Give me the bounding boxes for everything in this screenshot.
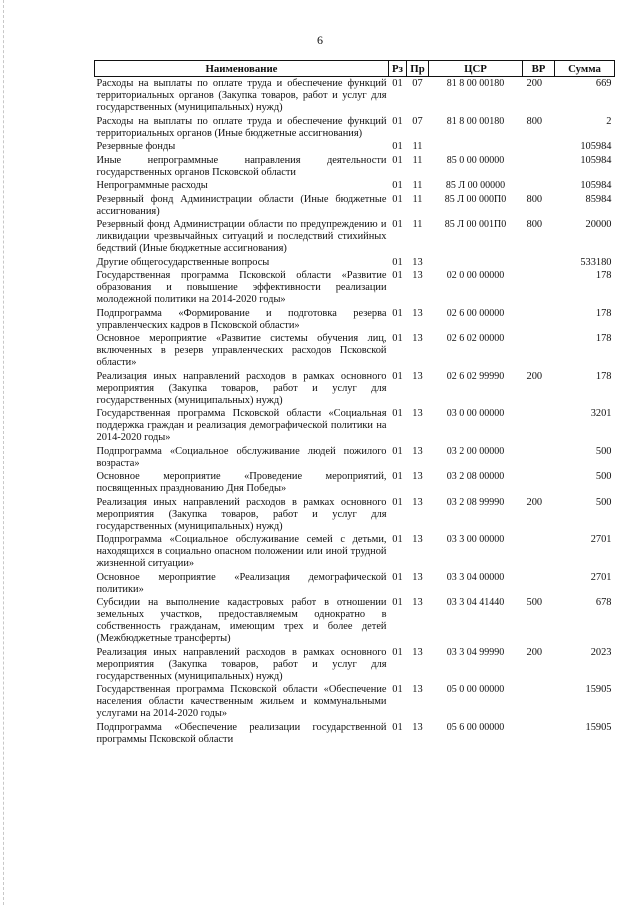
row-pr-cell: 13 <box>412 496 423 508</box>
header-rz: Рз <box>389 61 407 77</box>
table-row <box>95 647 615 685</box>
row-name-cell: Иные непрограммные направления деятельности государственных органов Псковской области <box>96 154 387 178</box>
row-vr-cell: 200 <box>526 370 543 382</box>
row-sum-cell: 105984 <box>580 141 612 152</box>
table-row <box>95 371 615 409</box>
row-csr-cell: 03 2 00 00000 <box>446 445 505 457</box>
row-pr-cell: 13 <box>412 571 423 583</box>
table-row <box>95 408 615 446</box>
row-rz-cell: 01 <box>392 471 403 482</box>
row-sum-cell: 2023 <box>590 646 612 658</box>
row-csr-cell: 03 2 08 99990 <box>446 496 505 508</box>
row-sum-cell: 533180 <box>580 256 612 268</box>
row-rz-cell: 01 <box>392 571 403 583</box>
row-rz-cell: 01 <box>392 333 403 344</box>
row-name-cell: Государственная программа Псковской области «Обеспечение населения области качественным жильем и коммунальными услугами на 2014-2020 годы» <box>96 684 387 719</box>
row-rz-cell: 01 <box>392 597 403 608</box>
row-csr-cell: 81 8 00 00180 <box>446 78 505 89</box>
table-row <box>95 471 615 497</box>
row-vr-cell: 200 <box>526 496 543 508</box>
row-pr-cell: 13 <box>412 597 423 608</box>
table-body <box>95 77 615 748</box>
table-row <box>95 257 615 271</box>
row-pr-cell: 13 <box>412 445 423 457</box>
table-row <box>95 572 615 598</box>
table-row <box>95 77 615 116</box>
row-csr-cell: 05 0 00 00000 <box>446 684 505 695</box>
row-pr-cell: 13 <box>412 471 423 482</box>
row-name-cell: Государственная программа Псковской области «Развитие образования и повышение эффективности реализации молодежной политики на 2014-2020 годы» <box>96 270 387 305</box>
row-vr-cell: 200 <box>526 78 543 89</box>
row-name-cell: Резервные фонды <box>96 141 176 152</box>
row-vr-cell: 800 <box>526 115 543 127</box>
budget-table <box>94 60 615 747</box>
row-vr-cell <box>523 408 555 446</box>
row-sum-cell: 500 <box>595 496 612 508</box>
table-row <box>95 141 615 155</box>
header-name: Наименование <box>95 61 389 77</box>
row-name-cell: Реализация иных направлений расходов в рамках основного мероприятия (Закупка товаров, работ и услуг для государственных (муниципальных) нужд) <box>96 646 387 682</box>
row-vr-cell <box>523 155 555 181</box>
row-pr-cell: 13 <box>412 646 423 658</box>
row-csr-cell: 02 6 02 00000 <box>446 333 505 344</box>
row-vr-cell <box>523 257 555 271</box>
row-name-cell: Резервный фонд Администрации области по предупреждению и ликвидации чрезвычайных ситуаций и последствий стихийных бедствий (Иные бюджетные ассигнования) <box>96 219 387 254</box>
row-sum-cell: 178 <box>595 370 612 382</box>
row-pr-cell: 13 <box>412 370 423 382</box>
row-pr-cell: 13 <box>412 256 423 268</box>
table-row <box>95 534 615 572</box>
row-pr-cell: 11 <box>412 219 423 230</box>
row-csr-cell: 81 8 00 00180 <box>446 115 505 127</box>
header-vr: ВР <box>523 61 555 77</box>
row-rz-cell: 01 <box>392 534 403 545</box>
row-pr-cell: 13 <box>412 534 423 545</box>
row-rz-cell: 01 <box>392 408 403 419</box>
row-csr-cell: 02 0 00 00000 <box>446 270 505 281</box>
row-sum-cell: 500 <box>595 445 612 457</box>
row-pr-cell: 13 <box>412 408 423 419</box>
row-rz-cell: 01 <box>392 115 403 127</box>
row-vr-cell <box>523 684 555 722</box>
row-name-cell: Подпрограмма «Обеспечение реализации государственной программы Псковской области <box>96 721 387 745</box>
row-vr-cell <box>523 722 555 748</box>
row-rz-cell: 01 <box>392 270 403 281</box>
row-csr-cell: 02 6 02 99990 <box>446 370 505 382</box>
header-pr: Пр <box>407 61 429 77</box>
row-rz-cell: 01 <box>392 646 403 658</box>
row-pr-cell: 13 <box>412 270 423 281</box>
row-sum-cell: 3201 <box>590 408 612 419</box>
row-vr-cell <box>523 180 555 194</box>
row-pr-cell: 07 <box>412 78 423 89</box>
table-row <box>95 180 615 194</box>
row-csr-cell: 85 0 00 00000 <box>446 154 505 166</box>
page-number: 6 <box>317 33 323 47</box>
row-name-cell: Реализация иных направлений расходов в рамках основного мероприятия (Закупка товаров, работ и услуг для государственных (муниципальных) нужд) <box>96 370 387 406</box>
row-name-cell: Подпрограмма «Социальное обслуживание людей пожилого возраста» <box>96 445 387 469</box>
row-rz-cell: 01 <box>392 193 403 205</box>
row-rz-cell: 01 <box>392 496 403 508</box>
row-vr-cell: 800 <box>526 193 543 205</box>
table-row <box>95 722 615 748</box>
row-rz-cell: 01 <box>392 154 403 166</box>
table-header-row <box>95 61 615 77</box>
row-csr-cell: 03 3 04 00000 <box>446 571 505 583</box>
row-vr-cell: 800 <box>526 219 543 230</box>
row-name-cell: Подпрограмма «Социальное обслуживание семей с детьми, находящихся в социально опасном положении или иной трудной жизненной ситуации» <box>96 534 387 569</box>
row-sum-cell: 2701 <box>590 534 612 545</box>
row-name-cell: Реализация иных направлений расходов в рамках основного мероприятия (Закупка товаров, работ и услуг для государственных (муниципальных) нужд) <box>96 496 387 532</box>
row-csr-cell: 03 2 08 00000 <box>446 471 505 482</box>
table-row <box>95 597 615 647</box>
row-rz-cell: 01 <box>392 256 403 268</box>
row-pr-cell: 07 <box>412 115 423 127</box>
table-row <box>95 116 615 142</box>
row-sum-cell: 15905 <box>585 684 612 695</box>
row-sum-cell: 178 <box>595 333 612 344</box>
row-rz-cell: 01 <box>392 219 403 230</box>
table-row <box>95 497 615 535</box>
row-vr-cell <box>523 308 555 334</box>
table-row <box>95 270 615 308</box>
header-sum: Сумма <box>555 61 615 77</box>
row-pr-cell: 13 <box>412 721 423 733</box>
row-csr-cell <box>429 257 523 271</box>
row-pr-cell: 11 <box>412 180 423 191</box>
row-csr-cell: 03 0 00 00000 <box>446 408 505 419</box>
row-csr-cell: 05 6 00 00000 <box>446 721 505 733</box>
row-vr-cell <box>523 534 555 572</box>
row-csr-cell: 85 Л 00 00000 <box>445 180 506 191</box>
row-name-cell: Основное мероприятие «Развитие системы обучения лиц, включенных в резерв управленческих расходов Псковской области» <box>96 333 387 368</box>
row-vr-cell: 500 <box>526 597 543 608</box>
row-vr-cell <box>523 333 555 371</box>
row-sum-cell: 669 <box>595 78 612 89</box>
row-sum-cell: 178 <box>595 270 612 281</box>
row-vr-cell <box>523 471 555 497</box>
row-pr-cell: 13 <box>412 333 423 344</box>
row-rz-cell: 01 <box>392 684 403 695</box>
row-name-cell: Государственная программа Псковской области «Социальная поддержка граждан и реализация демографической политики на 2014-2020 годы» <box>96 408 387 443</box>
row-pr-cell: 11 <box>412 154 423 166</box>
row-csr-cell: 03 3 04 99990 <box>446 646 505 658</box>
row-sum-cell: 178 <box>595 307 612 319</box>
row-pr-cell: 11 <box>412 193 423 205</box>
row-pr-cell: 13 <box>412 307 423 319</box>
row-sum-cell: 85984 <box>585 193 612 205</box>
row-sum-cell: 2701 <box>590 571 612 583</box>
row-vr-cell: 200 <box>526 646 543 658</box>
row-name-cell: Другие общегосударственные вопросы <box>96 256 270 268</box>
table-row <box>95 194 615 220</box>
row-sum-cell: 105984 <box>580 154 612 166</box>
row-vr-cell <box>523 141 555 155</box>
row-name-cell: Непрограммные расходы <box>96 180 208 191</box>
table-row <box>95 684 615 722</box>
row-vr-cell <box>523 572 555 598</box>
row-name-cell: Основное мероприятие «Проведение мероприятий, посвященных празднованию Дня Победы» <box>96 471 387 494</box>
row-rz-cell: 01 <box>392 78 403 89</box>
row-csr-cell: 03 3 04 41440 <box>446 597 505 608</box>
row-csr-cell <box>429 141 523 155</box>
row-pr-cell: 13 <box>412 684 423 695</box>
table-row <box>95 219 615 257</box>
row-csr-cell: 03 3 00 00000 <box>446 534 505 545</box>
row-sum-cell: 15905 <box>585 721 612 733</box>
header-csr: ЦСР <box>429 61 523 77</box>
row-csr-cell: 85 Л 00 000П0 <box>444 193 507 205</box>
row-vr-cell <box>523 446 555 472</box>
row-name-cell: Расходы на выплаты по оплате труда и обеспечение функций территориальных органов (Закупка товаров, работ и услуг для государственных (муниципальных) нужд) <box>96 78 387 113</box>
row-sum-cell: 678 <box>595 597 612 608</box>
row-name-cell: Резервный фонд Администрации области (Иные бюджетные ассигнования) <box>96 193 387 217</box>
row-name-cell: Основное мероприятие «Реализация демографической политики» <box>96 571 387 595</box>
row-csr-cell: 02 6 00 00000 <box>446 307 505 319</box>
table-row <box>95 155 615 181</box>
row-name-cell: Расходы на выплаты по оплате труда и обеспечение функций территориальных органов (Иные бюджетные ассигнования) <box>96 115 387 139</box>
row-vr-cell <box>523 270 555 308</box>
row-sum-cell: 105984 <box>580 180 612 191</box>
row-rz-cell: 01 <box>392 180 403 191</box>
row-name-cell: Подпрограмма «Формирование и подготовка резерва управленческих кадров в Псковской области» <box>96 307 387 331</box>
table-row <box>95 333 615 371</box>
row-sum-cell: 2 <box>606 115 612 127</box>
row-rz-cell: 01 <box>392 445 403 457</box>
row-name-cell: Субсидии на выполнение кадастровых работ в отношении земельных участков, предоставляемым однократно в собственность гражданам, имеющим трех и более детей (Межбюджетные трансферты) <box>96 597 387 644</box>
table-row <box>95 446 615 472</box>
row-sum-cell: 500 <box>595 471 612 482</box>
table-row <box>95 308 615 334</box>
page-edge <box>3 0 4 905</box>
row-rz-cell: 01 <box>392 307 403 319</box>
row-sum-cell: 20000 <box>585 219 612 230</box>
row-rz-cell: 01 <box>392 370 403 382</box>
row-csr-cell: 85 Л 00 001П0 <box>444 219 507 230</box>
row-pr-cell: 11 <box>412 141 423 152</box>
row-rz-cell: 01 <box>392 721 403 733</box>
row-rz-cell: 01 <box>392 141 403 152</box>
